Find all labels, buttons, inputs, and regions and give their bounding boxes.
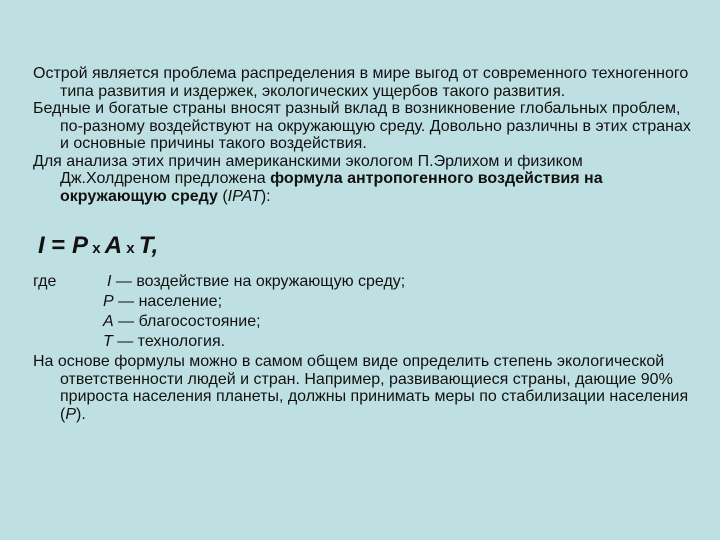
formula-times-2: x <box>122 240 139 257</box>
ipat-abbr: IPAT <box>227 187 261 205</box>
definition-meaning: — население; <box>113 293 223 310</box>
definition-row <box>33 292 693 312</box>
definition-symbol: T <box>103 333 113 350</box>
ipat-formula <box>38 233 693 262</box>
formula-p: P <box>72 232 89 259</box>
paragraph-ipat-intro <box>33 153 693 206</box>
formula-a: A <box>104 232 123 259</box>
definition-text <box>103 332 225 352</box>
formula-i: I <box>38 232 45 259</box>
responsibility-symbol: P <box>65 405 76 423</box>
ipat-paren-close: ): <box>260 187 271 205</box>
definition-text <box>103 292 222 312</box>
definition-meaning: — технология. <box>112 333 226 350</box>
responsibility-text: На основе формулы можно в самом общем виде определить степень экологической ответственности людей и стран. Например, развивающиеся страны, дающие 90% прироста населения планеты, должны принимать меры по стабилизации населения ( <box>33 353 689 423</box>
definition-text <box>107 272 405 292</box>
formula-times-1: x <box>88 240 105 257</box>
definition-symbol: I <box>107 273 112 290</box>
definition-meaning: — воздействие на окружающую среду; <box>111 273 406 290</box>
formula-t: T, <box>138 232 159 259</box>
ipat-formula-name: формула антропогенного воздействия на окружающую среду <box>60 170 603 205</box>
definition-symbol: P <box>103 293 114 310</box>
formula-equals: = <box>44 232 73 259</box>
definition-text <box>103 312 261 332</box>
definition-row <box>33 272 693 292</box>
definition-meaning: — благосостояние; <box>113 313 261 330</box>
paragraph-responsibility <box>33 353 693 423</box>
formula-definitions <box>33 272 693 352</box>
paragraph-rich-poor-countries: Бедные и богатые страны вносят разный вклад в возникновение глобальных проблем, по-разному воздействуют на окружающую среду. Довольно различны в этих странах и основные причины такого воздействия. <box>33 100 691 152</box>
definition-row <box>33 312 693 332</box>
ipat-intro-text: Для анализа этих причин американскими экологом П.Эрлихом и физиком Дж.Холдреном предложена <box>33 152 583 187</box>
responsibility-end: ). <box>76 405 86 423</box>
definition-symbol: A <box>103 313 114 330</box>
definitions-label: где <box>33 273 57 290</box>
slide-body <box>33 65 693 423</box>
paragraph-distribution-problem: Острой является проблема распределения в мире выгод от современного техногенного типа развития и издержек, экологических ущербов такого развития. <box>33 65 689 100</box>
definition-row <box>33 332 693 352</box>
ipat-paren-open: ( <box>217 187 228 205</box>
